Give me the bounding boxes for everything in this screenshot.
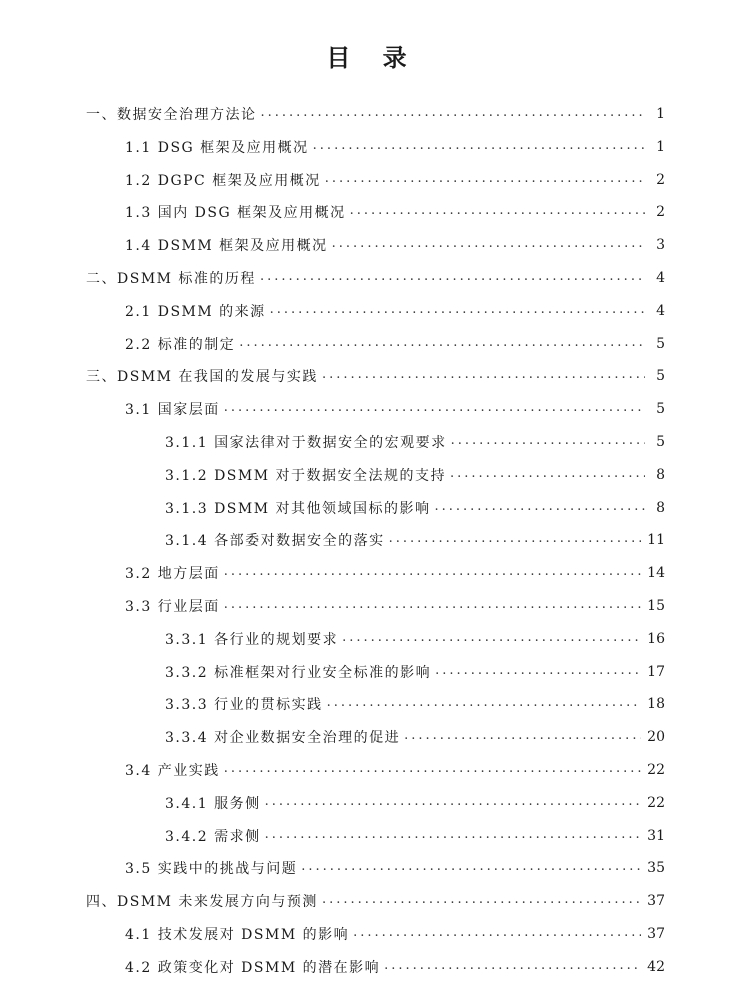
toc-entry-title: 2.2 标准的制定 [125,336,236,353]
toc-entry-title: 1.4 DSMM 框架及应用概况 [125,238,328,255]
page-title: 目 录 [326,44,419,72]
toc-entry-page-number: 37 [647,893,665,910]
toc-entry[interactable] [86,98,665,130]
toc-entry-page-number: 8 [656,499,665,516]
toc-entry-page-number: 20 [647,729,665,746]
toc-entry-title: 3.4 产业实践 [125,763,220,779]
toc-entry-title: 1.1 DSG 框架及应用概况 [125,139,309,156]
toc-entry-page-number: 16 [647,630,665,647]
toc-entry[interactable] [165,656,665,688]
toc-entry-title: 4.2 政策变化对 DSMM 的潜在影响 [125,959,381,976]
toc-entry[interactable] [165,459,665,491]
toc-entry-title: 3.2 地方层面 [125,566,220,583]
dot-leader [384,960,641,974]
toc-entry[interactable] [125,196,665,228]
toc-entry[interactable] [125,918,665,950]
dot-leader [435,665,641,679]
dot-leader [342,632,641,646]
toc-entry-title: 3.1.3 DSMM 对其他领域国标的影响 [165,500,431,517]
toc-entry-page-number: 14 [647,565,665,582]
dot-leader [261,107,646,121]
dot-leader [224,402,645,416]
dot-leader [350,205,645,219]
dot-leader [332,238,645,252]
toc-entry-title: 4.1 技术发展对 DSMM 的影响 [125,927,350,943]
toc-entry[interactable] [165,688,665,720]
toc-entry-page-number: 8 [656,466,665,483]
toc-entry[interactable] [86,262,665,294]
toc-entry-title: 二、DSMM 标准的历程 [86,271,256,287]
toc-entry-page-number: 42 [647,958,665,975]
dot-leader [224,763,641,777]
toc-entry-page-number: 22 [647,762,665,778]
dot-leader [322,369,645,383]
toc-entry-title: 3.3 行业层面 [125,599,220,615]
toc-entry[interactable] [165,524,665,556]
toc-entry-title: 三、DSMM 在我国的发展与实践 [86,369,318,386]
toc-entry-title: 3.3.2 标准框架对行业安全标准的影响 [165,664,432,681]
dot-leader [450,468,645,482]
toc-entry[interactable] [125,590,665,622]
toc-entry-page-number: 5 [656,335,665,352]
toc-entry[interactable] [125,131,665,163]
toc-entry-title: 3.4.1 服务侧 [165,795,261,812]
toc-entry[interactable] [125,164,665,196]
toc-entry[interactable] [165,492,665,524]
toc-entry-page-number: 35 [647,860,665,877]
toc-entry[interactable] [125,951,665,983]
toc-entry-page-number: 5 [656,368,665,385]
toc-entry-title: 1.3 国内 DSG 框架及应用概况 [125,205,346,222]
dot-leader [301,861,641,875]
toc-entry-title: 四、DSMM 未来发展方向与预测 [86,894,318,911]
dot-leader [451,435,645,449]
toc-entry-page-number: 4 [656,302,665,319]
toc-entry-page-number: 2 [656,204,665,221]
dot-leader [322,894,641,908]
toc-entry-page-number: 1 [656,106,665,122]
dot-leader [239,337,645,351]
dot-leader [353,927,641,941]
dot-leader [325,173,645,187]
dot-leader [389,533,642,547]
toc-entry-page-number: 4 [656,270,665,286]
dot-leader [265,829,642,843]
toc-entry[interactable] [165,787,665,819]
toc-entry[interactable] [125,393,665,425]
toc-entry-title: 3.1.4 各部委对数据安全的落实 [165,533,385,550]
dot-leader [327,697,642,711]
dot-leader [224,566,641,580]
toc-entry-page-number: 3 [656,237,665,254]
dot-leader [404,730,641,744]
toc-entry-page-number: 2 [656,171,665,188]
toc-entry-title: 3.1.2 DSMM 对于数据安全法规的支持 [165,467,447,484]
toc-entry-title: 3.5 实践中的挑战与问题 [125,861,298,878]
toc-entry[interactable] [125,229,665,261]
toc-entry-title: 3.3.1 各行业的规划要求 [165,631,339,648]
toc-entry[interactable] [125,754,665,786]
dot-leader [260,271,645,285]
toc-entry-page-number: 37 [647,926,665,942]
dot-leader [224,599,641,613]
toc-entry-page-number: 11 [647,532,665,549]
dot-leader [313,140,645,154]
toc-entry-title: 3.1.1 国家法律对于数据安全的宏观要求 [165,435,447,451]
toc-entry[interactable] [165,820,665,852]
toc-entry-page-number: 15 [647,598,665,614]
dot-leader [435,501,645,515]
dot-leader [265,796,642,810]
toc-entry-title: 3.3.3 行业的贯标实践 [165,697,323,714]
toc-entry-page-number: 22 [647,794,665,811]
toc-entry[interactable] [125,557,665,589]
toc-entry-title: 2.1 DSMM 的来源 [125,303,266,320]
toc-entry[interactable] [86,885,665,917]
toc-entry[interactable] [165,426,665,458]
toc-entry-title: 3.1 国家层面 [125,402,220,419]
toc-entry[interactable] [165,721,665,753]
toc-entry-page-number: 1 [656,138,665,155]
toc-entry-page-number: 5 [656,434,665,450]
toc-entry[interactable] [165,623,665,655]
toc-entry[interactable] [86,360,665,392]
toc-entry[interactable] [125,295,665,327]
toc-entry-page-number: 5 [656,401,665,418]
toc-entry-page-number: 17 [647,663,665,680]
toc-entry-title: 3.4.2 需求侧 [165,828,261,845]
toc-entry-page-number: 31 [647,827,665,844]
toc-entry-title: 1.2 DGPC 框架及应用概况 [125,172,321,189]
toc-entry-title: 一、数据安全治理方法论 [86,107,257,123]
toc-entry[interactable] [125,328,665,360]
toc-entry-title: 3.3.4 对企业数据安全治理的促进 [165,730,401,747]
toc-entry-page-number: 18 [647,696,665,713]
dot-leader [270,304,645,318]
toc-entry[interactable] [125,852,665,884]
